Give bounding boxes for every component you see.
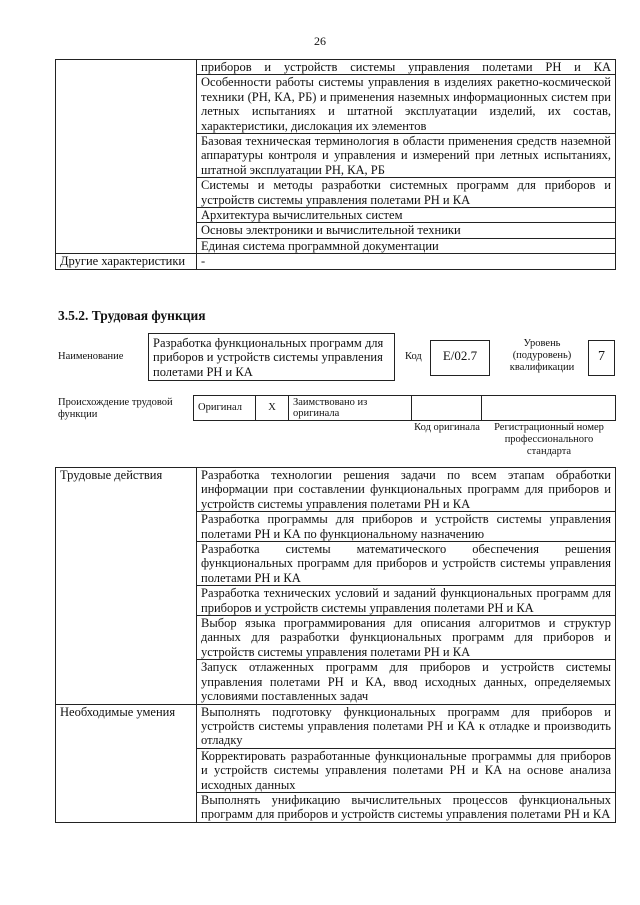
labor-action-item: Выбор языка программирования для описания алгоритмов и структур данных для разработки функциональных программ для приборов и устройств системы управления полетами РН и КА (197, 616, 616, 660)
function-code-box: E/02.7 (430, 340, 490, 376)
reg-caption: Регистрационный номер профессионального стандарта (494, 422, 604, 457)
knowledge-table (55, 59, 616, 270)
level-value-box: 7 (588, 340, 615, 376)
labor-action-item: Разработка программы для приборов и устройств системы управления полетами РН и КА по функциональному назначению (197, 512, 616, 542)
other-characteristics-value: - (197, 254, 616, 269)
function-name-box: Разработка функциональных программ для приборов и устройств системы управления полетами РН и КА (148, 333, 395, 381)
knowledge-row: Базовая техническая терминология в области применения средств наземной аппаратуры контроля и управления и измерений при летных испытаниях, штатной эксплуатации РН, КА, РБ (197, 134, 616, 178)
borrowed-label: Заимствовано из оригинала (289, 396, 412, 421)
knowledge-row: Особенности работы системы управления в изделиях ракетно-космической техники (РН, КА, РБ) и применения наземных информационных систем при летных испытаниях и штатной эксплуатации изделий, их состав, характеристики, дислокация их элементов (197, 75, 616, 134)
name-label: Наименование (58, 351, 124, 362)
labor-actions-label: Трудовые действия (56, 468, 197, 705)
code-label: Код (405, 351, 422, 362)
level-label: Уровень (подуровень) квалификации (509, 338, 575, 373)
origin-label: Происхождение трудовой функции (58, 397, 173, 420)
required-skills-label: Необходимые умения (56, 704, 197, 822)
labor-action-item: Запуск отлаженных программ для приборов и устройств системы управления полетами РН и КА, ввод исходных данных, определяемых условиями поставленных задач (197, 660, 616, 704)
labor-action-item: Разработка технических условий и заданий функциональных программ для приборов и устройств системы управления полетами РН и КА (197, 586, 616, 616)
skill-item: Корректировать разработанные функциональные программы для приборов и устройств системы управления полетами РН и КА на основе анализа исходных данных (197, 748, 616, 792)
knowledge-row: Архитектура вычислительных систем (197, 208, 616, 223)
original-mark: X (256, 396, 289, 421)
code-caption: Код оригинала (414, 422, 480, 433)
knowledge-row: Основы электроники и вычислительной техники (197, 223, 616, 238)
function-details-table (55, 467, 616, 823)
skill-item: Выполнять подготовку функциональных программ для приборов и устройств системы управления полетами РН и КА к отладке и производить отладку (197, 704, 616, 748)
labor-action-item: Разработка системы математического обеспечения решения функциональных программ для приборов и устройств системы управления полетами РН и КА (197, 542, 616, 586)
section-title: 3.5.2. Трудовая функция (58, 308, 206, 323)
original-label: Оригинал (194, 396, 256, 421)
origin-table (193, 395, 616, 421)
page-number: 26 (314, 34, 326, 48)
other-characteristics-label: Другие характеристики (56, 254, 197, 269)
label-cell-empty (56, 60, 197, 254)
knowledge-row: Системы и методы разработки системных программ для приборов и устройств системы управления полетами РН и КА (197, 178, 616, 208)
knowledge-row: приборов и устройств системы управления полетами РН и КА (197, 60, 616, 75)
reg-number-cell (482, 396, 616, 421)
original-code-cell (412, 396, 482, 421)
skill-item: Выполнять унификацию вычислительных процессов функциональных программ для приборов и устройств системы управления полетами РН и КА (197, 792, 616, 822)
labor-action-item: Разработка технологии решения задачи по всем этапам обработки информации при составлении функциональных программ для приборов и устройств системы управления полетами РН и КА (197, 468, 616, 512)
knowledge-row: Единая система программной документации (197, 238, 616, 253)
